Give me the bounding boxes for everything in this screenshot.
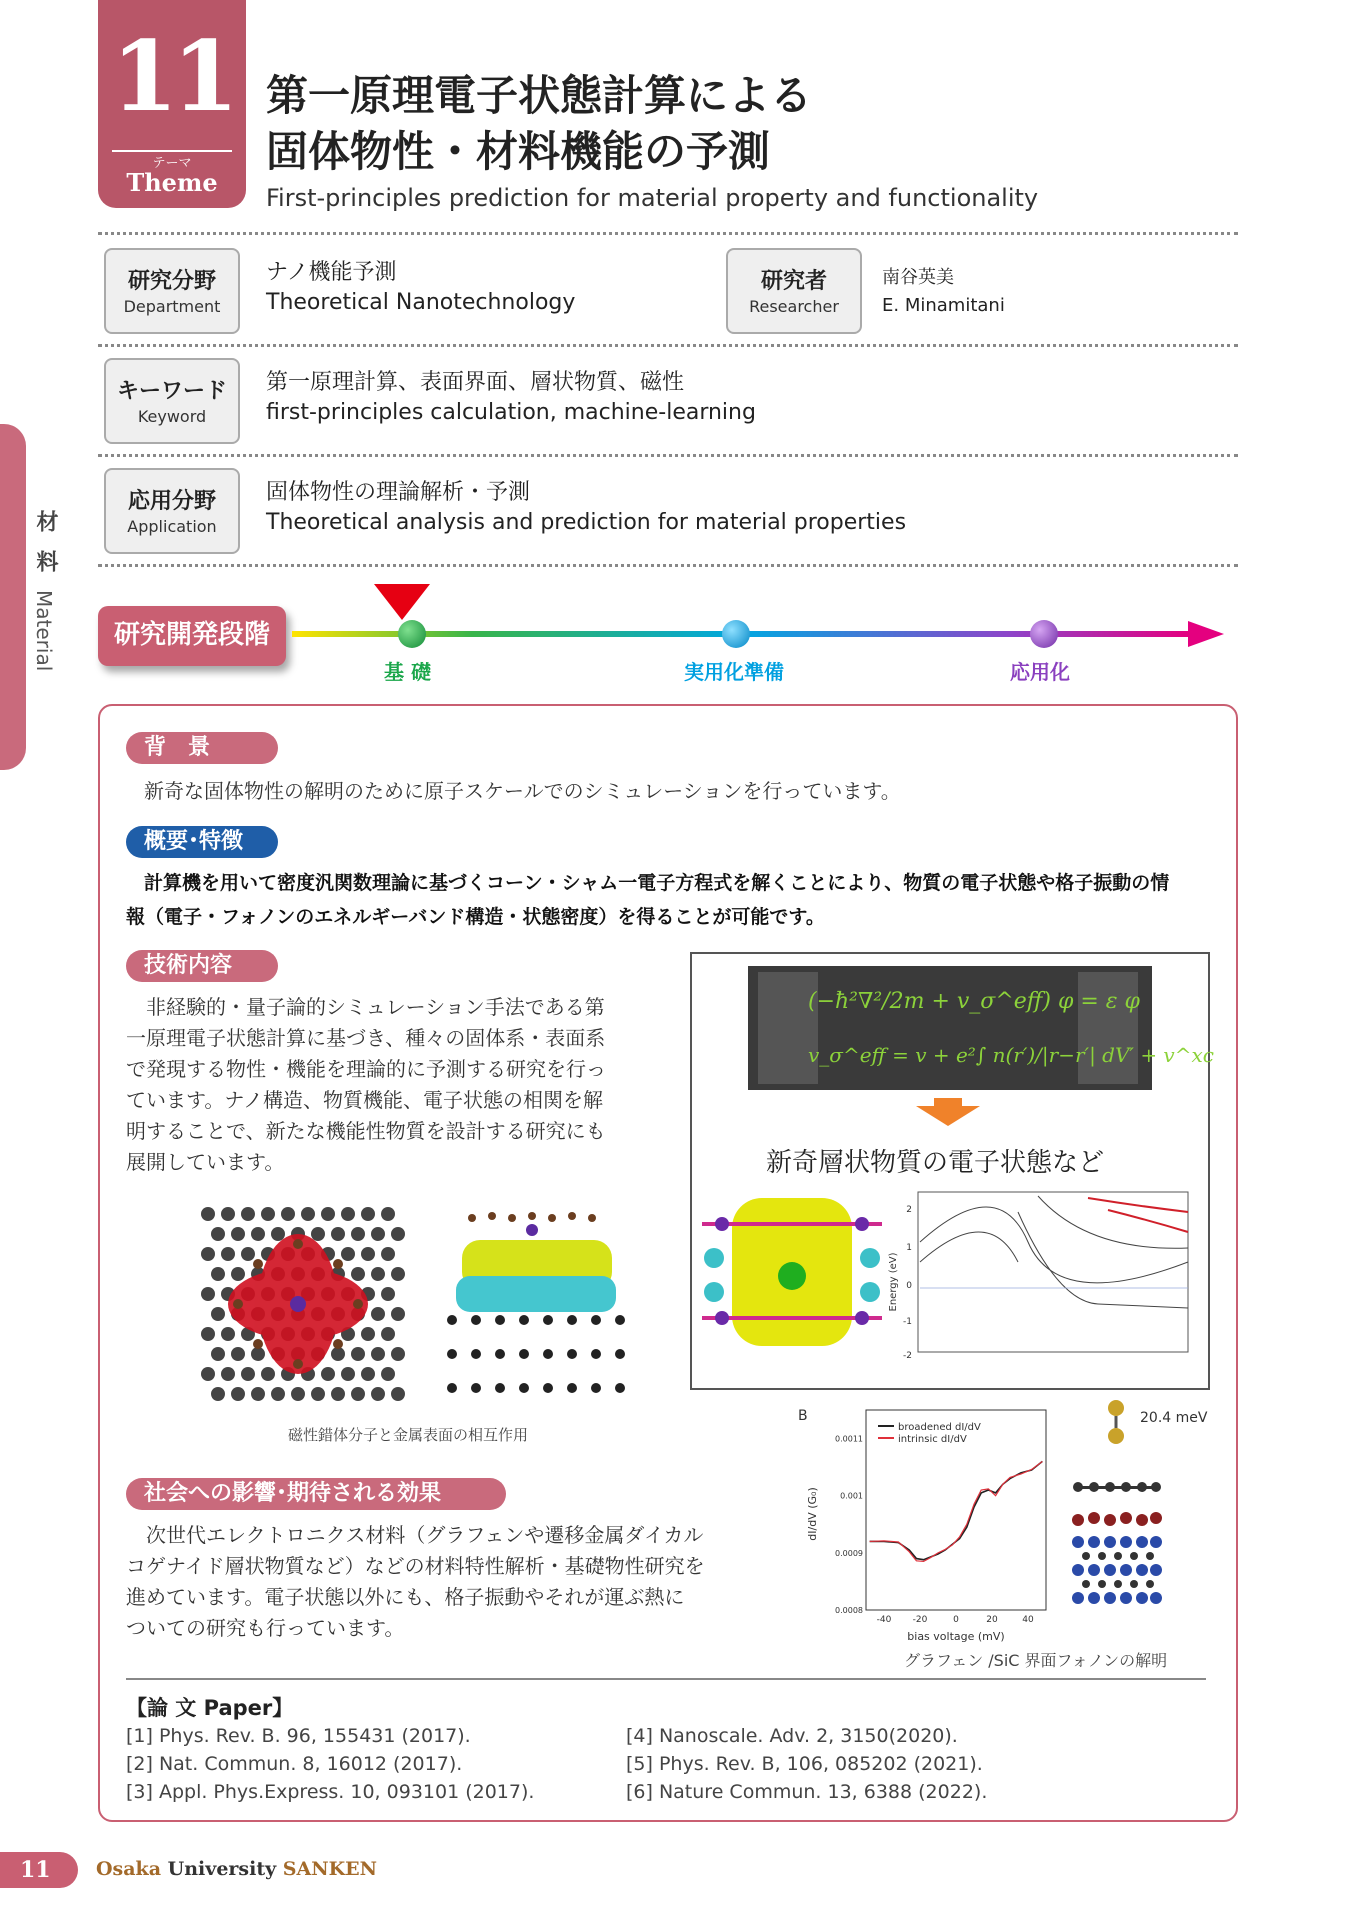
paper-item: [1] Phys. Rev. B. 96, 155431 (2017). bbox=[126, 1725, 471, 1747]
researcher-tag-en: Researcher bbox=[749, 297, 839, 316]
atom bbox=[211, 1307, 225, 1321]
atom bbox=[201, 1247, 215, 1261]
atom bbox=[391, 1347, 405, 1361]
atom bbox=[311, 1387, 325, 1401]
impact-line: ついての研究も行っています。 bbox=[126, 1616, 405, 1640]
paper-item: [3] Appl. Phys.Express. 10, 093101 (2017). bbox=[126, 1781, 535, 1803]
atom bbox=[251, 1387, 265, 1401]
theme-number: 11 bbox=[111, 20, 233, 133]
atom bbox=[381, 1367, 395, 1381]
footer-osaka: Osaka bbox=[96, 1858, 162, 1880]
atom bbox=[371, 1307, 385, 1321]
atom bbox=[351, 1347, 365, 1361]
atom bbox=[381, 1287, 395, 1301]
atom bbox=[361, 1327, 375, 1341]
stage-indicator-triangle bbox=[374, 584, 430, 620]
researcher-tag-jp: 研究者 bbox=[760, 269, 827, 294]
atom bbox=[241, 1367, 255, 1381]
atom bbox=[201, 1207, 215, 1221]
stage-button: 研究開発段階 bbox=[98, 606, 286, 666]
chart-x-axis-label: bias voltage (mV) bbox=[907, 1630, 1005, 1643]
divider bbox=[98, 454, 1238, 457]
band-tick: 0 bbox=[906, 1281, 912, 1291]
technology-heading: 技術内容 bbox=[126, 950, 278, 982]
application-tag-en: Application bbox=[127, 517, 217, 536]
side-category-en: Material bbox=[32, 590, 56, 672]
molecule-figure-caption: 磁性錯体分子と金属表面の相互作用 bbox=[288, 1426, 529, 1444]
atom bbox=[321, 1207, 335, 1221]
atom bbox=[361, 1247, 375, 1261]
researcher-value bbox=[882, 264, 1005, 320]
stage-dot-basic bbox=[398, 620, 426, 648]
svg-text:(−ħ²∇²/2m + v_σ^eff) φ = ε φ: (−ħ²∇²/2m + v_σ^eff) φ = ε φ bbox=[808, 989, 1140, 1014]
atom bbox=[201, 1367, 215, 1381]
atom bbox=[391, 1267, 405, 1281]
side-category-tab bbox=[0, 424, 26, 770]
atom bbox=[331, 1227, 345, 1241]
y-tick-label: 0.0011 bbox=[835, 1434, 863, 1444]
impact-heading: 社会への影響･期待される効果 bbox=[126, 1478, 506, 1510]
researcher-value-en: E. Minamitani bbox=[882, 295, 1005, 316]
atom bbox=[211, 1227, 225, 1241]
band-tick: 2 bbox=[906, 1205, 912, 1215]
theme-label-jp: テーマ bbox=[152, 156, 192, 171]
atom bbox=[331, 1387, 345, 1401]
phonon-energy-annotation: 20.4 meV bbox=[1140, 1410, 1208, 1426]
title-line-2: 固体物性・材料機能の予測 bbox=[266, 127, 771, 176]
band-structure-plot bbox=[888, 1192, 1196, 1362]
atom bbox=[321, 1367, 335, 1381]
page-subtitle: First-principles prediction for material property and functionality bbox=[266, 184, 1039, 212]
layered-material-isosurface-image bbox=[702, 1188, 882, 1356]
band-axis-label: Energy (eV) bbox=[888, 1252, 899, 1312]
background-text: 新奇な固体物性の解明のために原子スケールでのシミュレーションを行っています。 bbox=[144, 779, 901, 803]
researcher-tag bbox=[726, 248, 862, 334]
x-tick-label: 40 bbox=[1022, 1615, 1034, 1625]
paper-item: [6] Nature Commun. 13, 6388 (2022). bbox=[626, 1781, 988, 1803]
application-tag bbox=[104, 468, 240, 554]
theme-badge bbox=[98, 0, 246, 208]
paper-item: [2] Nat. Commun. 8, 16012 (2017). bbox=[126, 1753, 463, 1775]
application-tag-jp: 応用分野 bbox=[127, 489, 216, 514]
kohn-sham-equation-image bbox=[748, 966, 1214, 1090]
atom bbox=[371, 1347, 385, 1361]
atom bbox=[221, 1207, 235, 1221]
atom bbox=[211, 1267, 225, 1281]
department-value-en: Theoretical Nanotechnology bbox=[266, 290, 576, 315]
graphene-sic-structure-image bbox=[1064, 1398, 1214, 1612]
atom bbox=[211, 1387, 225, 1401]
atom bbox=[371, 1387, 385, 1401]
electronic-state-panel bbox=[690, 952, 1214, 1390]
panel-title: 新奇層状物質の電子状態など bbox=[766, 1148, 1105, 1178]
atom bbox=[241, 1207, 255, 1221]
atom bbox=[261, 1367, 275, 1381]
side-category-jp: 材料 bbox=[33, 510, 58, 590]
divider bbox=[98, 232, 1238, 235]
keyword-tag-jp: キーワード bbox=[116, 379, 227, 404]
atom bbox=[361, 1367, 375, 1381]
papers-heading: 【論 文 Paper】 bbox=[126, 1696, 294, 1720]
y-tick-label: 0.0009 bbox=[835, 1548, 863, 1558]
atom bbox=[391, 1307, 405, 1321]
atom bbox=[381, 1247, 395, 1261]
atom bbox=[351, 1267, 365, 1281]
department-tag-en: Department bbox=[123, 297, 221, 316]
band-tick: -1 bbox=[903, 1317, 912, 1327]
technology-line: で発現する物性・機能を理論的に予測する研究を行っ bbox=[126, 1057, 606, 1081]
atom bbox=[231, 1387, 245, 1401]
theme-label-en: Theme bbox=[126, 168, 218, 197]
y-tick-label: 0.0008 bbox=[835, 1606, 863, 1615]
technology-line: 明することで、新たな機能性物質を設計する研究にも bbox=[126, 1119, 606, 1143]
overview-heading: 概要･特徴 bbox=[126, 826, 278, 858]
divider bbox=[98, 344, 1238, 347]
impact-text bbox=[126, 1520, 716, 1644]
molecule-topview-image bbox=[198, 1204, 398, 1404]
keyword-value-jp: 第一原理計算、表面界面、層状物質、磁性 bbox=[266, 370, 685, 395]
atom bbox=[301, 1207, 315, 1221]
footer-university: University bbox=[167, 1858, 277, 1880]
atom bbox=[221, 1247, 235, 1261]
atom bbox=[231, 1347, 245, 1361]
atom bbox=[311, 1227, 325, 1241]
atom bbox=[211, 1347, 225, 1361]
stage-label-basic: 基 礎 bbox=[384, 660, 431, 684]
atom bbox=[391, 1227, 405, 1241]
x-tick-label: -40 bbox=[876, 1615, 892, 1625]
overview-text-line-1: 計算機を用いて密度汎関数理論に基づくコーン・シャム一電子方程式を解くことにより、物質の電子状態や格子振動の情 bbox=[144, 872, 1170, 894]
department-tag bbox=[104, 248, 240, 334]
overview-text bbox=[126, 866, 1214, 934]
atom bbox=[371, 1267, 385, 1281]
atom bbox=[241, 1247, 255, 1261]
atom bbox=[391, 1387, 405, 1401]
atom bbox=[361, 1207, 375, 1221]
x-tick-label: -20 bbox=[912, 1615, 928, 1625]
department-value bbox=[266, 258, 575, 318]
atom bbox=[381, 1207, 395, 1221]
molecule-sideview-image bbox=[432, 1204, 642, 1404]
legend-intrinsic: intrinsic dI/dV bbox=[898, 1434, 967, 1445]
didv-chart bbox=[790, 1404, 1060, 1644]
band-tick: 1 bbox=[906, 1243, 912, 1253]
technology-line: 展開しています。 bbox=[126, 1150, 285, 1174]
atom bbox=[351, 1387, 365, 1401]
chart-y-axis-label: dI/dV (G₀) bbox=[806, 1487, 819, 1541]
svg-text:v_σ^eff = v + e²∫ n(r′)/|r−r′|: v_σ^eff = v + e²∫ n(r′)/|r−r′| dV′ + v^xc bbox=[808, 1043, 1214, 1067]
atom bbox=[341, 1247, 355, 1261]
overview-text-line-2: 報（電子・フォノンのエネルギーバンド構造・状態密度）を得ることが可能です。 bbox=[126, 906, 825, 928]
keyword-value bbox=[266, 368, 756, 428]
atom bbox=[231, 1227, 245, 1241]
department-value-jp: ナノ機能予測 bbox=[266, 260, 397, 285]
chart-panel-label: B bbox=[798, 1408, 808, 1424]
atom bbox=[221, 1327, 235, 1341]
application-value-en: Theoretical analysis and prediction for material properties bbox=[266, 510, 907, 535]
keyword-tag-en: Keyword bbox=[137, 407, 207, 426]
page-title bbox=[266, 68, 812, 180]
chart-caption: グラフェン /SiC 界面フォノンの解明 bbox=[904, 1651, 1168, 1670]
footer-page-number: 11 bbox=[0, 1852, 78, 1888]
atom bbox=[251, 1227, 265, 1241]
technology-line: 非経験的・量子論的シミュレーション手法である第 bbox=[146, 995, 605, 1019]
atom bbox=[381, 1327, 395, 1341]
stage-dot-app bbox=[1030, 620, 1058, 648]
divider bbox=[98, 564, 1238, 567]
y-tick-label: 0.001 bbox=[840, 1491, 863, 1501]
x-tick-label: 0 bbox=[953, 1615, 959, 1625]
papers-divider bbox=[126, 1678, 1206, 1680]
impact-line: コゲナイド層状物質など）などの材料特性解析・基礎物性研究を bbox=[126, 1554, 705, 1578]
atom bbox=[351, 1227, 365, 1241]
technology-line: 一原理電子状態計算に基づき、種々の固体系・表面系 bbox=[126, 1026, 606, 1050]
keyword-tag bbox=[104, 358, 240, 444]
footer-institution bbox=[96, 1858, 377, 1880]
paper-item: [4] Nanoscale. Adv. 2, 3150(2020). bbox=[626, 1725, 958, 1747]
x-tick-label: 20 bbox=[986, 1615, 998, 1625]
atom bbox=[341, 1367, 355, 1381]
application-value-jp: 固体物性の理論解析・予測 bbox=[266, 480, 531, 505]
atom bbox=[261, 1207, 275, 1221]
atom bbox=[271, 1227, 285, 1241]
department-tag-jp: 研究分野 bbox=[127, 269, 216, 294]
stage-label-prep: 実用化準備 bbox=[684, 660, 784, 684]
keyword-value-en: first-principles calculation, machine-learning bbox=[266, 400, 756, 425]
atom bbox=[291, 1387, 305, 1401]
background-heading: 背 景 bbox=[126, 732, 278, 764]
stage-dot-prep bbox=[722, 620, 750, 648]
stage-label-app: 応用化 bbox=[1010, 660, 1070, 684]
stage-arrowhead bbox=[1188, 621, 1224, 647]
atom bbox=[341, 1207, 355, 1221]
technology-text bbox=[126, 992, 646, 1178]
band-tick: -2 bbox=[903, 1351, 912, 1361]
technology-line: ています。ナノ構造、物質機能、電子状態の相関を解 bbox=[126, 1088, 603, 1112]
paper-item: [5] Phys. Rev. B, 106, 085202 (2021). bbox=[626, 1753, 983, 1775]
impact-line: 進めています。電子状態以外にも、格子振動やそれが運ぶ熱に bbox=[126, 1585, 685, 1609]
researcher-value-jp: 南谷英美 bbox=[882, 267, 954, 288]
atom bbox=[271, 1387, 285, 1401]
papers-right-list bbox=[626, 1722, 987, 1806]
legend-broadened: broadened dI/dV bbox=[898, 1422, 981, 1433]
down-arrow-icon bbox=[916, 1098, 980, 1126]
atom bbox=[201, 1327, 215, 1341]
atom bbox=[251, 1347, 265, 1361]
impact-line: 次世代エレクトロニクス材料（グラフェンや遷移金属ダイカル bbox=[146, 1523, 704, 1547]
atom bbox=[231, 1267, 245, 1281]
atom bbox=[331, 1347, 345, 1361]
title-line-1: 第一原理電子状態計算による bbox=[266, 71, 813, 120]
atom bbox=[281, 1207, 295, 1221]
atom bbox=[371, 1227, 385, 1241]
application-value bbox=[266, 478, 906, 538]
atom bbox=[221, 1367, 235, 1381]
footer-sanken: SANKEN bbox=[282, 1858, 377, 1880]
papers-left-list bbox=[126, 1722, 534, 1806]
atom bbox=[201, 1287, 215, 1301]
